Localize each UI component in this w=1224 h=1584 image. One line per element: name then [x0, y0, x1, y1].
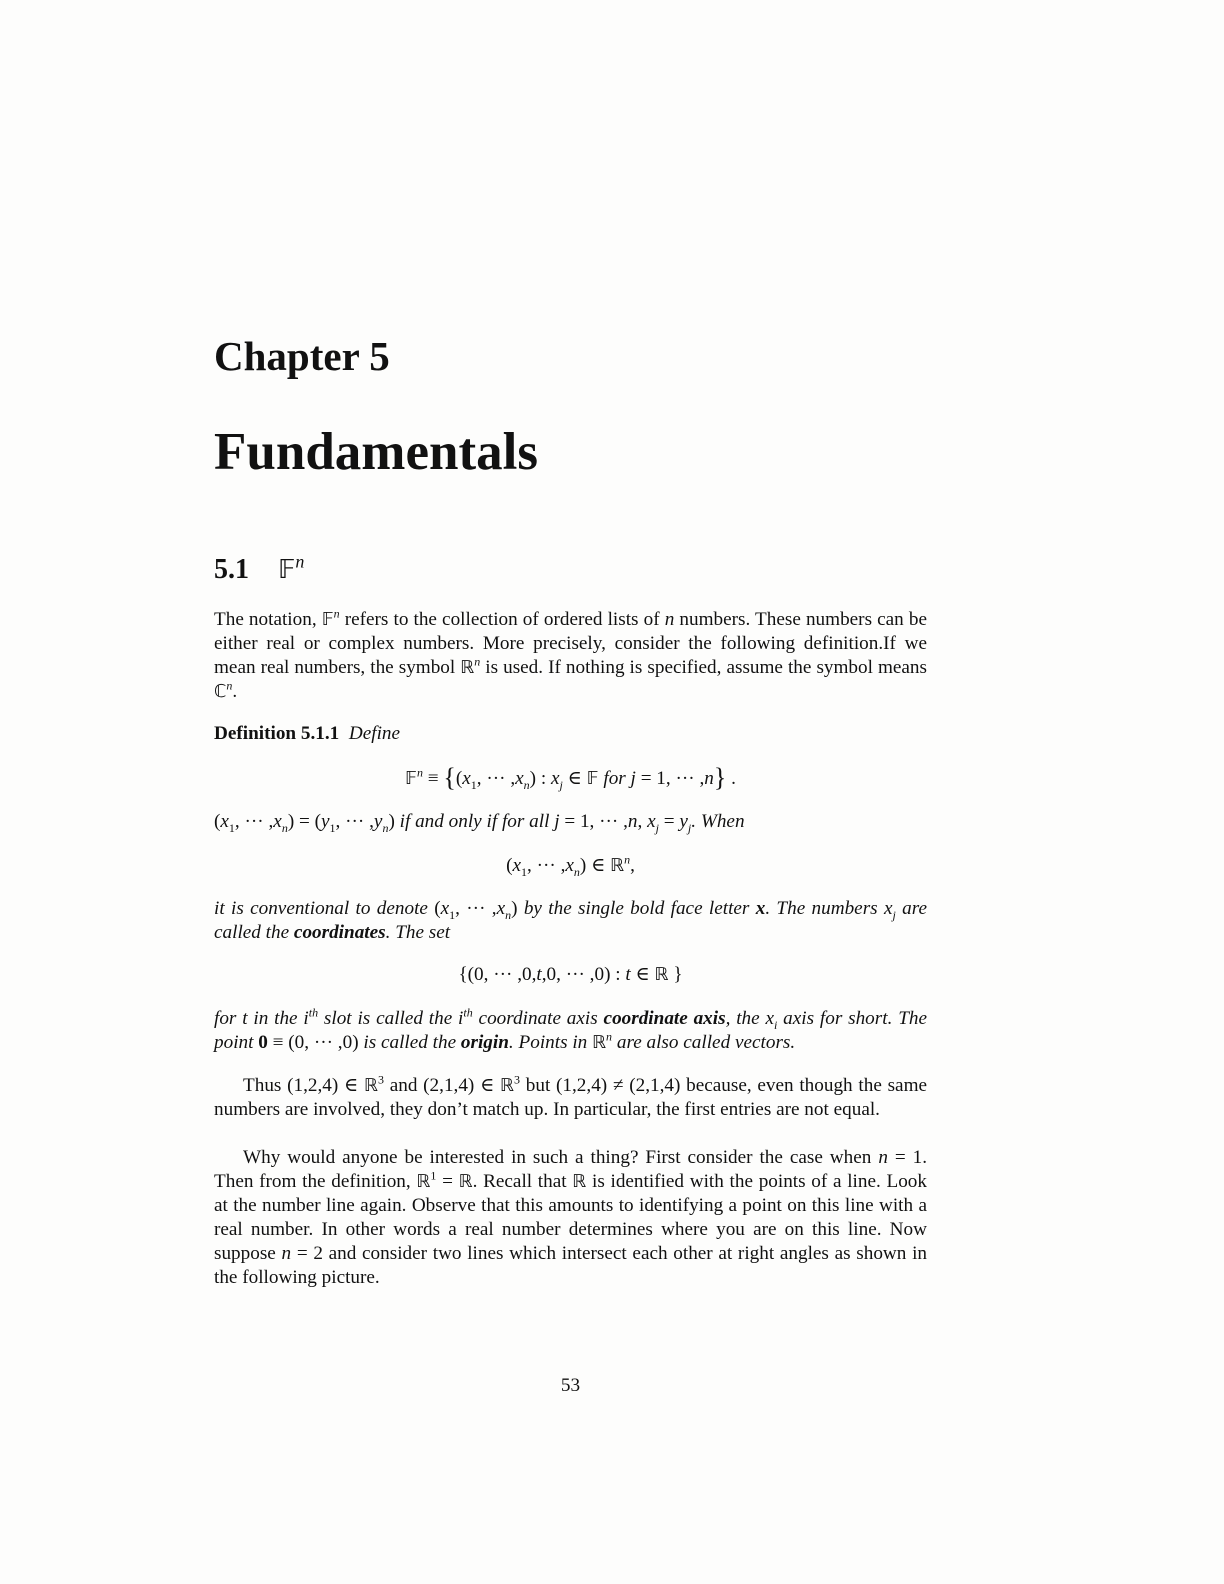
chapter-label: Chapter 5 — [214, 333, 390, 379]
body-paragraph-1: Thus (1,2,4) ∈ ℝ$^3$ and (2,1,4) ∈ ℝ$^3$ but (1,2,4) ≠ (2,1,4) because, even though the same numbers are involved, they don’t match up. In particular, the first entries are not equal. — [214, 1072, 928, 1120]
definition-display-3: {(0, ··· ,0,t,0, ··· ,0) : t ∈ ℝ } — [458, 964, 683, 985]
definition-heading — [214, 722, 927, 746]
definition-display-1: 𝔽$^n$ ≡ {($x_1$, ··· $,x_n$) : $x_j$ ∈ 𝔽 for j = 1, ··· ,n} . — [405, 763, 736, 792]
definition-label: Definition 5.1.1 — [214, 723, 340, 744]
definition-display-2: ($x_1$, ··· $,x_n$) ∈ ℝ$^n$, — [506, 852, 635, 879]
page-number: 53 — [560, 1375, 581, 1396]
intro-paragraph: The notation, 𝔽$^n$ refers to the collection of ordered lists of n numbers. These numbers can be either real or complex numbers. More precisely, consider the following definition.If we mean real numbers, the symbol ℝ$^n$ is used. If nothing is specified, assume the symbol means ℂ$^n$. — [214, 606, 927, 702]
definition-line-4: for t in the $i^{th}$ slot is called the $i^{th}$ coordinate axis coordinate axis, the $x_i$ axis for short. The point 0 ≡ (0, ··· ,0) is called the origin. Points in ℝ$^n$ are also called vectors. — [214, 1005, 927, 1053]
section-number: 5.1 — [214, 554, 249, 585]
document-page — [214, 0, 927, 1584]
definition-lead: Define — [348, 723, 401, 744]
section-title: 𝔽$^n$ — [278, 551, 305, 585]
definition-line-3: it is conventional to denote ($x_1$, ··· $,x_n$) by the single bold face letter x. The numbers $x_j$ are called the coordinates. The set — [214, 898, 927, 943]
section-heading — [214, 551, 305, 586]
definition-line-2: ($x_1$, ··· $,x_n) = (y_1$, ··· $,y_n$) if and only if for all j = 1, ··· ,n, $x_j = y_j$. When — [214, 811, 745, 835]
body-paragraph-2: Why would anyone be interested in such a thing? First consider the case when n = 1. Then from the definition, ℝ$^1$ = ℝ. Recall that ℝ is identified with the points of a line. Look at the number line again. Observe that this amounts to identifying a point on this line with a real number. In other words a real number determines where you are on this line. Now suppose n = 2 and consider two lines which intersect each other at right angles as shown in the following picture. — [214, 1147, 927, 1288]
chapter-title: Fundamentals — [214, 423, 538, 481]
